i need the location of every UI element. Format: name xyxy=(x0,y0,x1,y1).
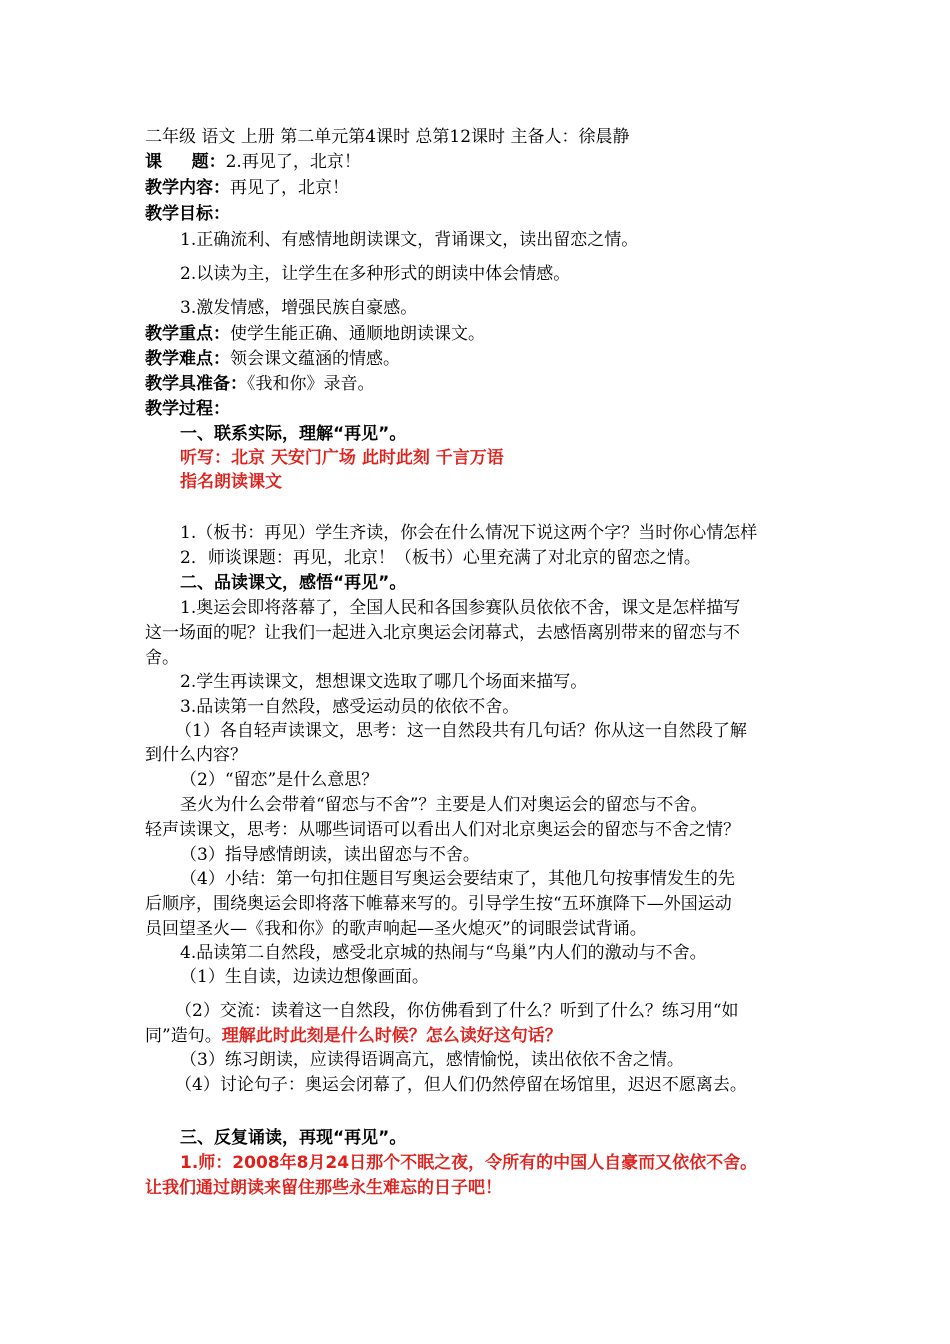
paragraph: 圣火为什么会带着“留恋与不舍”？主要是人们对奥运会的留恋与不舍。 xyxy=(180,795,708,815)
section3-text: 让我们通过朗读来留住那些永生难忘的日子吧！ xyxy=(145,1178,502,1198)
paragraph: 后顺序，围绕奥运会即将落下帷幕来写的。引导学生按“五环旗降下—外国运动 xyxy=(145,894,732,914)
paragraph: 2．师谈课题：再见，北京！（板书）心里充满了对北京的留恋之情。 xyxy=(180,548,701,568)
section2-heading: 二、品读课文，感悟“再见”。 xyxy=(180,573,407,593)
paragraph: （4）讨论句子：奥运会闭幕了，但人们仍然停留在场馆里，迟迟不愿离去。 xyxy=(175,1075,747,1095)
goals-label: 教学目标： xyxy=(145,204,230,224)
content-row xyxy=(145,176,349,200)
paragraph: 3.品读第一自然段，感受运动员的依依不舍。 xyxy=(180,697,520,717)
paragraph: 轻声读课文，思考：从哪些词语可以看出人们对北京奥运会的留恋与不舍之情？ xyxy=(145,820,740,840)
difficulty-label: 教学难点： xyxy=(145,349,230,369)
paragraph: （1）各自轻声读课文，思考：这一自然段共有几句话？你从这一自然段了解 xyxy=(175,721,747,741)
paragraph: 到什么内容？ xyxy=(145,745,247,765)
key-point-row xyxy=(145,322,485,346)
difficulty-value: 领会课文蕴涵的情感。 xyxy=(230,349,400,369)
paragraph: 员回望圣火—《我和你》的歌声响起—圣火熄灭”的词眼尝试背诵。 xyxy=(145,919,647,939)
paragraph: （3）指导感情朗读，读出留恋与不舍。 xyxy=(180,845,480,865)
content-label: 教学内容： xyxy=(145,178,230,198)
materials-row xyxy=(145,372,375,396)
paragraph: 1.（板书：再见）学生齐读，你会在什么情况下说这两个字？当时你心情怎样 xyxy=(180,523,758,543)
paragraph: 4.品读第二自然段，感受北京城的热闹与“鸟巢”内人们的激动与不舍。 xyxy=(180,943,707,963)
section3-heading: 三、反复诵读，再现“再见”。 xyxy=(180,1128,407,1148)
goal-item: 1.正确流利、有感情地朗读课文，背诵课文，读出留恋之情。 xyxy=(180,230,639,250)
process-label: 教学过程： xyxy=(145,399,230,419)
paragraph: （1）生自读，边读边想像画面。 xyxy=(180,967,429,987)
goal-item: 3.激发情感，增强民族自豪感。 xyxy=(180,298,418,318)
paragraph-text: 同”造句。 xyxy=(145,1026,222,1046)
topic-label: 课 题： xyxy=(145,152,226,172)
paragraph: （2）交流：读着这一自然段，你仿佛看到了什么？听到了什么？练习用“如 xyxy=(175,1001,739,1021)
difficulty-row xyxy=(145,347,400,371)
topic-value: 2.再见了，北京！ xyxy=(225,152,361,172)
content-value: 再见了，北京！ xyxy=(230,178,349,198)
paragraph: （2）“留恋”是什么意思？ xyxy=(180,770,379,790)
materials-label: 教学具准备： xyxy=(145,374,247,394)
lesson-header: 二年级 语文 上册 第二单元第4课时 总第12课时 主备人：徐晨静 xyxy=(145,127,630,147)
paragraph: 这一场面的呢？让我们一起进入北京奥运会闭幕式，去感悟离别带来的留恋与不 xyxy=(145,623,740,643)
paragraph: （3）练习朗读，应读得语调高亢，感情愉悦，读出依依不舍之情。 xyxy=(180,1050,684,1070)
topic-row xyxy=(145,150,361,174)
paragraph: 舍。 xyxy=(145,648,179,668)
section3-text: 1.师：2008年8月24日那个不眠之夜，令所有的中国人自豪而又依依不舍。 xyxy=(180,1153,758,1173)
goal-item: 2.以读为主，让学生在多种形式的朗读中体会情感。 xyxy=(180,264,571,284)
reading-text: 指名朗读课文 xyxy=(180,472,282,492)
key-point-value: 使学生能正确、通顺地朗读课文。 xyxy=(230,324,485,344)
paragraph: （4）小结：第一句扣住题目写奥运会要结束了，其他几句按事情发生的先 xyxy=(180,869,735,889)
key-point-label: 教学重点： xyxy=(145,324,230,344)
dictation-text: 听写：北京 天安门广场 此时此刻 千言万语 xyxy=(180,448,504,468)
paragraph: 2.学生再读课文，想想课文选取了哪几个场面来描写。 xyxy=(180,672,588,692)
materials-value: 《我和你》录音。 xyxy=(247,374,375,394)
highlight-question: 理解此时此刻是什么时候？怎么读好这句话？ xyxy=(221,1026,562,1046)
section1-heading: 一、联系实际，理解“再见”。 xyxy=(180,424,407,444)
paragraph-mixed xyxy=(145,1024,562,1048)
paragraph: 1.奥运会即将落幕了，全国人民和各国参赛队员依依不舍，课文是怎样描写 xyxy=(180,598,741,618)
